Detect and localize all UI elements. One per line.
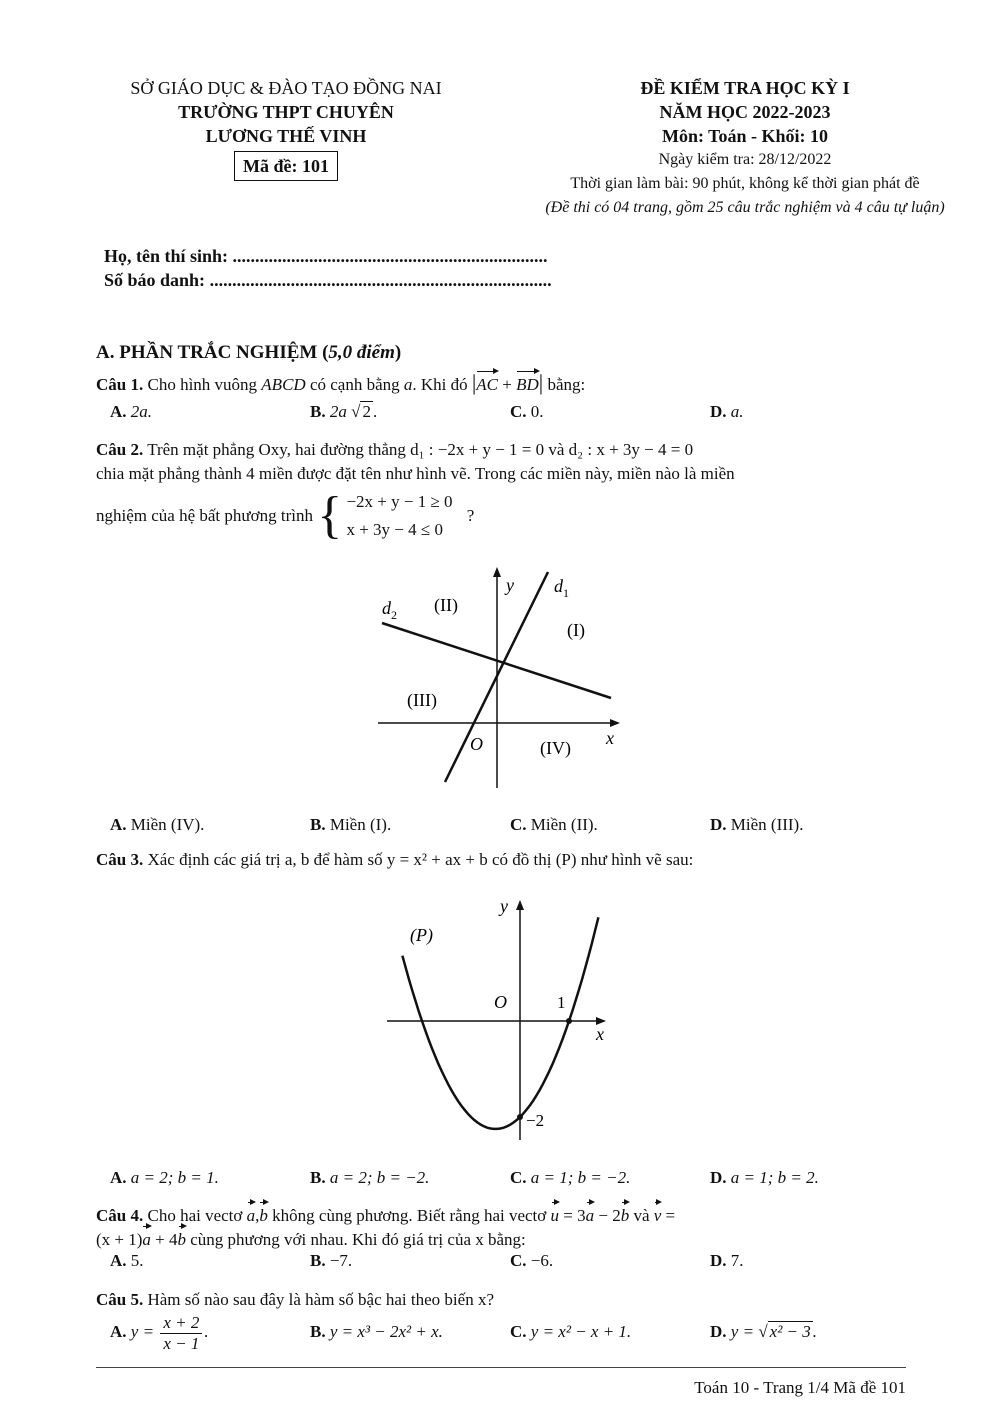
y-axis-arrow (516, 900, 524, 910)
region-3-label: (III) (407, 690, 437, 710)
option-b[interactable]: B. Miền (I). (310, 815, 392, 834)
origin-label: O (494, 992, 507, 1012)
student-name-row (104, 244, 548, 268)
question-label: Câu 1. (96, 375, 144, 394)
option-a[interactable]: A. 2a. (110, 402, 153, 421)
exam-date: Ngày kiểm tra: 28/12/2022 (658, 151, 832, 168)
student-name-label: Họ, tên thí sinh: (104, 246, 229, 266)
subject-grade: Môn: Toán - Khối: 10 (661, 126, 829, 146)
option-d[interactable]: D. a. (710, 402, 744, 421)
tick-minus-2-label: −2 (526, 1111, 545, 1130)
question-label: Câu 2. (96, 440, 144, 459)
region-2-label: (II) (434, 595, 458, 615)
question-3-figure (380, 890, 620, 1145)
question-1-options (110, 402, 910, 426)
footer-divider (96, 1367, 906, 1368)
student-name-dots: ...................................................................... (232, 246, 548, 266)
option-b[interactable]: B. 2a √ 2 . (310, 402, 378, 421)
x-axis-arrow (610, 719, 620, 727)
vector-ac: AC (476, 373, 498, 397)
region-1-label: (I) (567, 620, 585, 640)
question-4-options (110, 1251, 910, 1275)
question-label: Câu 5. (96, 1290, 144, 1309)
option-c[interactable]: C. a = 1; b = −2. (510, 1168, 631, 1187)
root-point (566, 1018, 572, 1024)
question-4: Câu 4. Cho hai vectơ a,b không cùng phương. Biết rằng hai vectơ u = 3a − 2b và v = (x + 1)a + 4b cùng phương với nhau. Khi đó giá trị của x bằng: (96, 1204, 906, 1252)
option-b[interactable]: B. a = 2; b = −2. (310, 1168, 430, 1187)
origin-label: O (470, 734, 483, 754)
question-2-figure (370, 560, 630, 795)
section-points: 5,0 điểm (328, 342, 395, 363)
option-c[interactable]: C. Miền (II). (510, 815, 598, 834)
option-d[interactable]: D. y = √ x² − 3 . (710, 1322, 818, 1341)
exam-title: ĐỀ KIỂM TRA HỌC KỲ I (640, 78, 850, 98)
question-1: Câu 1. Cho hình vuông ABCD có cạnh bằng a. Khi đó |AC + BD| bằng: (96, 370, 586, 395)
page-footer: Toán 10 - Trang 1/4 Mã đề 101 (694, 1378, 906, 1397)
option-d[interactable]: D. 7. (710, 1251, 744, 1270)
section-title: A. PHẦN TRẮC NGHIỆM (5,0 điểm) (96, 342, 402, 363)
vector-v: v (654, 1204, 662, 1228)
question-2: Câu 2. Trên mặt phẳng Oxy, hai đường thẳng d₁ : −2x + y − 1 = 0 và d₂ : x + 3y − 4 = 0 chia mặt phẳng thành 4 miền được đặt tên như hình vẽ. Trong các miền này, miền nào là miền (96, 440, 735, 483)
school-year: NĂM HỌC 2022-2023 (659, 102, 831, 122)
exam-note: (Đề thi có 04 trang, gồm 25 câu trắc nghiệm và 4 câu tự luận) (545, 199, 945, 216)
student-id-label: Số báo danh: (104, 270, 206, 290)
question-3: Câu 3. Xác định các giá trị a, b để hàm số y = x² + ax + b có đồ thị (P) như hình vẽ sau: (96, 850, 694, 869)
question-2-system-row: nghiệm của hệ bất phương trình { −2x + y − 1 ≥ 0 x + 3y − 4 ≤ 0 ? (96, 487, 475, 544)
option-d[interactable]: D. Miền (III). (710, 815, 804, 834)
option-b[interactable]: B. y = x³ − 2x² + x. (310, 1322, 443, 1341)
option-c[interactable]: C. 0. (510, 402, 544, 421)
exam-code-badge: Mã đề: 101 (234, 151, 338, 181)
school-name-line1: TRƯỜNG THPT CHUYÊN (178, 102, 394, 122)
x-label: x (596, 1024, 604, 1044)
exam-duration: Thời gian làm bài: 90 phút, không kể thời gian phát đề (570, 175, 920, 192)
question-3-options (110, 1168, 910, 1192)
tick-1-label: 1 (557, 993, 566, 1012)
question-5-options (110, 1312, 910, 1356)
question-label: Câu 3. (96, 850, 144, 869)
student-id-row (104, 268, 552, 292)
option-b[interactable]: B. −7. (310, 1251, 353, 1270)
y-label: y (506, 575, 514, 595)
option-a[interactable]: A. 5. (110, 1251, 144, 1270)
y-intercept-point (517, 1114, 523, 1120)
inequality-system: −2x + y − 1 ≥ 0 x + 3y − 4 ≤ 0 (346, 492, 453, 539)
fraction: $\frac{x + 2}{x - 1}$ (160, 1313, 202, 1354)
d1-label: $d_1$ (554, 576, 569, 600)
header-right (490, 76, 1000, 220)
vector-bd: BD (516, 373, 539, 397)
student-id-dots: ............................................................................ (209, 270, 552, 290)
question-label: Câu 4. (96, 1206, 144, 1225)
vector-a: a (247, 1204, 256, 1228)
y-label: y (500, 896, 508, 916)
vector-b: b (259, 1204, 268, 1228)
d2-label: $d_2$ (382, 598, 397, 622)
header-left (96, 76, 476, 181)
question-2-options (110, 815, 910, 839)
school-name-line2: LƯƠNG THẾ VINH (205, 126, 367, 146)
option-a[interactable]: A. a = 2; b = 1. (110, 1168, 219, 1187)
option-c[interactable]: C. y = x² − x + 1. (510, 1322, 632, 1341)
question-5: Câu 5. Hàm số nào sau đây là hàm số bậc hai theo biến x? (96, 1290, 494, 1309)
x-label: x (606, 728, 614, 748)
region-4-label: (IV) (540, 738, 571, 758)
vector-u: u (551, 1204, 560, 1228)
y-axis-arrow (493, 567, 501, 577)
option-a[interactable]: A. y = $\frac{x + 2}{x - 1}$ . (110, 1312, 209, 1353)
option-a[interactable]: A. Miền (IV). (110, 815, 205, 834)
option-c[interactable]: C. −6. (510, 1251, 554, 1270)
department-name: SỞ GIÁO DỤC & ĐÀO TẠO ĐỒNG NAI (130, 78, 442, 98)
option-d[interactable]: D. a = 1; b = 2. (710, 1168, 819, 1187)
curve-label: (P) (410, 925, 433, 945)
